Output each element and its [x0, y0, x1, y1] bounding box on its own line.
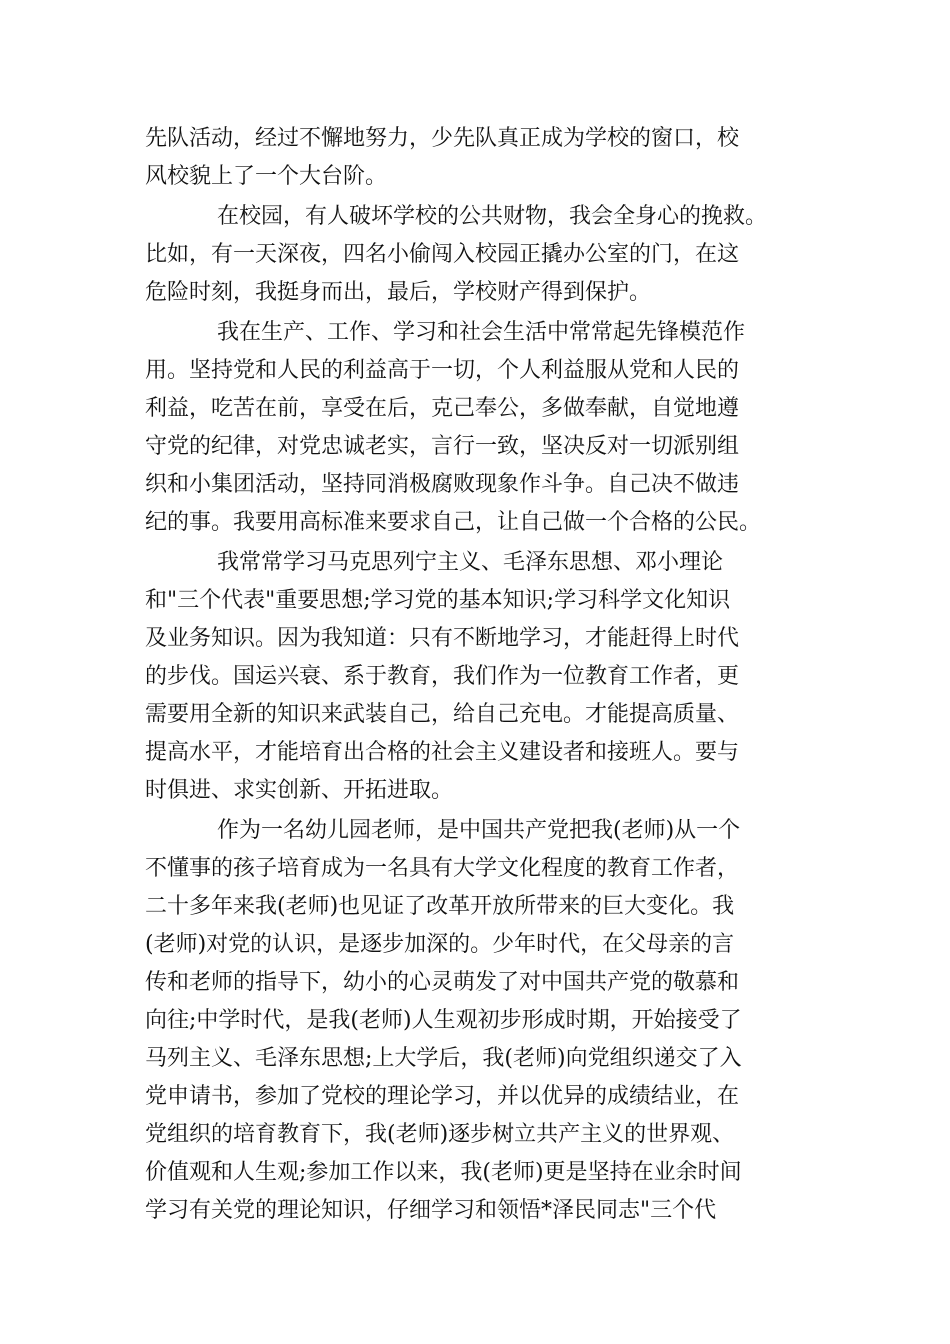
text-line: 马列主义、毛泽东思想;上大学后，我(老师)向党组织递交了入: [145, 1046, 742, 1071]
text-line: 危险时刻，我挺身而出，最后，学校财产得到保护。: [145, 280, 652, 305]
text-line: 比如，有一天深夜，四名小偷闯入校园正撬办公室的门，在这: [145, 242, 740, 267]
text-line: 用。坚持党和人民的利益高于一切，个人利益服从党和人民的: [145, 358, 740, 383]
paragraph-first-line: 我常常学习马克思列宁主义、毛泽东思想、邓小理论: [217, 550, 724, 575]
paragraph-first-line: 我在生产、工作、学习和社会生活中常常起先锋模范作: [217, 320, 746, 345]
text-line: 二十多年来我(老师)也见证了改革开放所带来的巨大变化。我: [145, 894, 735, 919]
text-line: 党申请书，参加了党校的理论学习，并以优异的成绩结业，在: [145, 1084, 740, 1109]
text-line: 守党的纪律，对党忠诚老实，言行一致，坚决反对一切派别组: [145, 434, 740, 459]
text-line: 先队活动，经过不懈地努力，少先队真正成为学校的窗口，校: [145, 126, 740, 151]
paragraph-first-line: 作为一名幼儿园老师，是中国共产党把我(老师)从一个: [217, 818, 741, 843]
text-line: 需要用全新的知识来武装自己，给自己充电。才能提高质量、: [145, 702, 740, 727]
paragraph-first-line: 在校园，有人破坏学校的公共财物，我会全身心的挽救。: [217, 204, 768, 229]
text-line: (老师)对党的认识，是逐步加深的。少年时代，在父母亲的言: [145, 932, 735, 957]
text-line: 纪的事。我要用高标准来要求自己，让自己做一个合格的公民。: [145, 510, 762, 535]
body-text: [145, 120, 805, 1230]
text-line: 向往;中学时代，是我(老师)人生观初步形成时期，开始接受了: [145, 1008, 742, 1033]
text-line: 学习有关党的理论知识，仔细学习和领悟*泽民同志"三个代: [145, 1198, 717, 1223]
text-line: 党组织的培育教育下，我(老师)逐步树立共产主义的世界观、: [145, 1122, 735, 1147]
text-line: 及业务知识。因为我知道：只有不断地学习，才能赶得上时代: [145, 626, 740, 651]
text-line: 利益，吃苦在前，享受在后，克己奉公，多做奉献，自觉地遵: [145, 396, 740, 421]
text-line: 的步伐。国运兴衰、系于教育，我们作为一位教育工作者，更: [145, 664, 740, 689]
text-line: 传和老师的指导下，幼小的心灵萌发了对中国共产党的敬慕和: [145, 970, 740, 995]
text-line: 提高水平，才能培育出合格的社会主义建设者和接班人。要与: [145, 740, 740, 765]
text-line: 织和小集团活动，坚持同消极腐败现象作斗争。自己决不做违: [145, 472, 740, 497]
text-line: 风校貌上了一个大台阶。: [145, 164, 388, 189]
text-line: 价值观和人生观;参加工作以来，我(老师)更是坚持在业余时间: [145, 1160, 742, 1185]
text-line: 不懂事的孩子培育成为一名具有大学文化程度的教育工作者，: [145, 856, 740, 881]
text-line: 时俱进、求实创新、开拓进取。: [145, 778, 454, 803]
text-line: 和"三个代表"重要思想;学习党的基本知识;学习科学文化知识: [145, 588, 731, 613]
